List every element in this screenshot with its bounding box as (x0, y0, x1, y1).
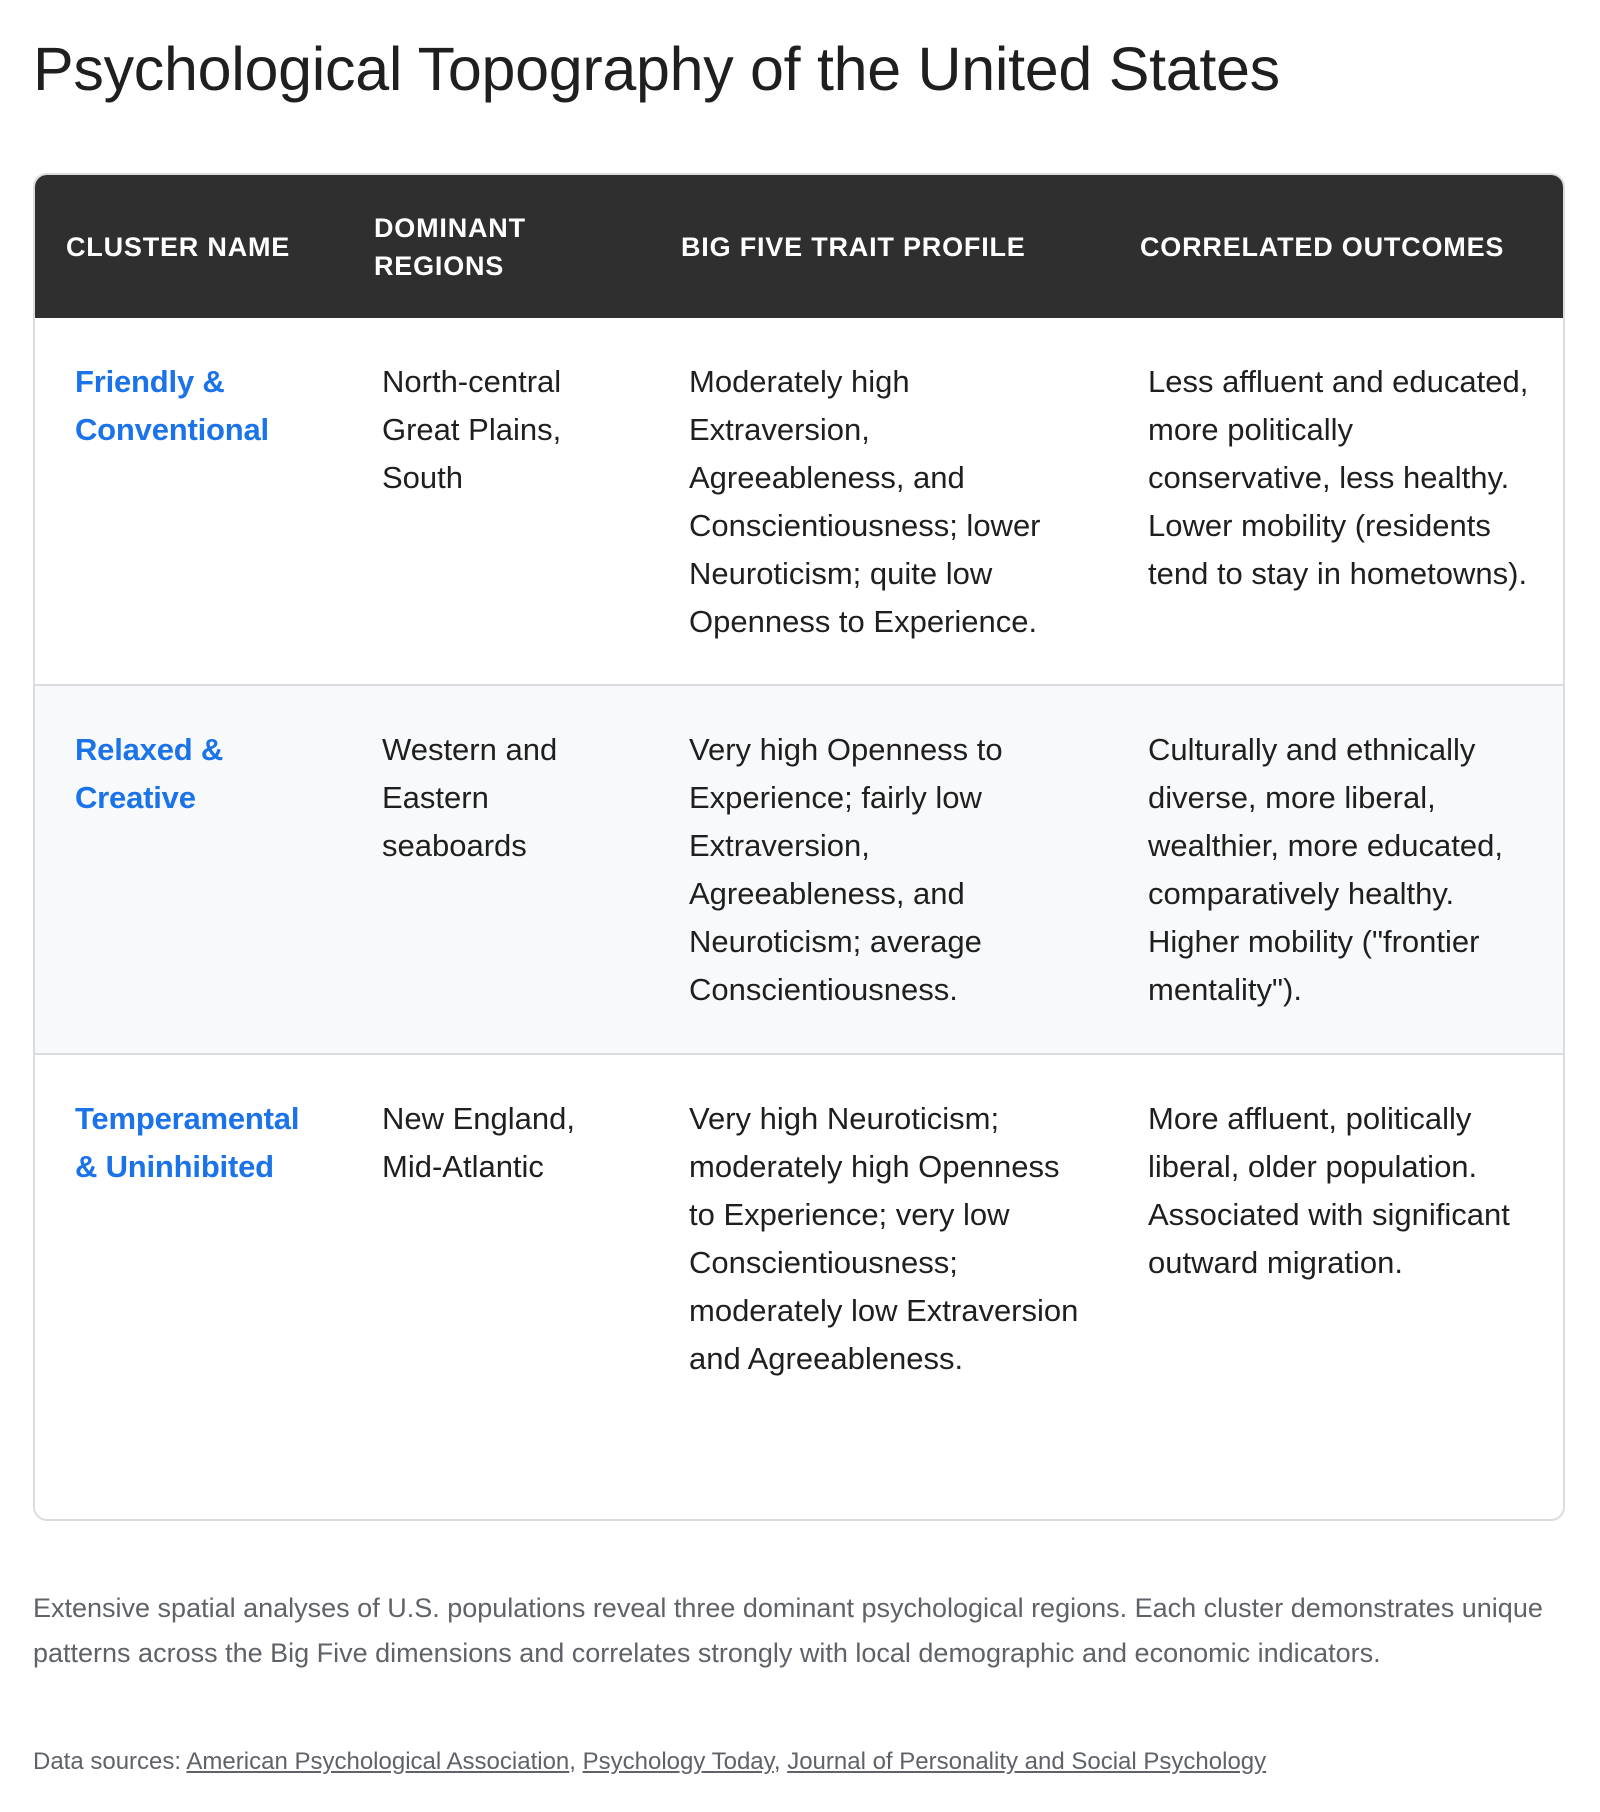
source-link-jpsp[interactable]: Journal of Personality and Social Psychology (787, 1748, 1267, 1775)
trait-profile-cell: Very high Neuroticism; moderately high Openness to Experience; very low Conscientiousness; moderately low Extraversion and Agreeableness. (689, 1101, 1079, 1376)
table-body (35, 318, 1565, 1519)
correlated-outcomes-cell: Culturally and ethnically diverse, more liberal, wealthier, more educated, comparatively healthy. Higher mobility ("frontier mentality"). (1148, 732, 1503, 1007)
cluster-table-card (33, 173, 1565, 1521)
table-row (35, 318, 1565, 685)
cluster-name-cell: Relaxed & Creative (75, 732, 224, 815)
source-link-apa[interactable]: American Psychological Association (186, 1748, 570, 1775)
dominant-regions-cell: North-central Great Plains, South (382, 364, 562, 495)
correlated-outcomes-cell: Less affluent and educated, more politically conservative, less healthy. Lower mobility (residents tend to stay in hometowns). (1148, 364, 1529, 591)
header-cluster-name: CLUSTER NAME (66, 231, 291, 262)
cluster-name-cell: Temperamental & Uninhibited (75, 1101, 300, 1184)
page (33, 0, 1567, 1775)
data-sources (33, 1744, 1266, 1780)
header-big-five-trait-profile: BIG FIVE TRAIT PROFILE (681, 231, 1026, 262)
table-header (35, 175, 1565, 318)
cluster-name-cell: Friendly & Conventional (75, 364, 269, 447)
page-title: Psychological Topography of the United States (33, 35, 1280, 103)
table-row (35, 685, 1565, 1054)
source-separator: , (773, 1748, 781, 1775)
source-separator: , (569, 1748, 576, 1775)
dominant-regions-cell: New England, Mid-Atlantic (382, 1101, 576, 1184)
data-sources-label: Data sources: (33, 1748, 182, 1775)
table-header-row (35, 175, 1565, 318)
cluster-table (35, 175, 1565, 1519)
dominant-regions-cell: Western and Eastern seaboards (382, 732, 558, 863)
source-link-psychology-today[interactable]: Psychology Today (582, 1748, 774, 1775)
trait-profile-cell: Very high Openness to Experience; fairly low Extraversion, Agreeableness, and Neuroticism; average Conscientiousness. (689, 732, 1003, 1007)
table-row (35, 1054, 1565, 1519)
summary-paragraph: Extensive spatial analyses of U.S. populations reveal three dominant psychological regions. Each cluster demonstrates unique patterns across the Big Five dimensions and correlates strongly with local demographic and economic indicators. (33, 1593, 1543, 1668)
header-correlated-outcomes: CORRELATED OUTCOMES (1140, 231, 1505, 262)
header-dominant-regions: DOMINANT REGIONS (374, 212, 526, 281)
correlated-outcomes-cell: More affluent, politically liberal, older population. Associated with significant outward migration. (1148, 1101, 1510, 1280)
trait-profile-cell: Moderately high Extraversion, Agreeableness, and Conscientiousness; lower Neuroticism; quite low Openness to Experience. (689, 364, 1041, 639)
